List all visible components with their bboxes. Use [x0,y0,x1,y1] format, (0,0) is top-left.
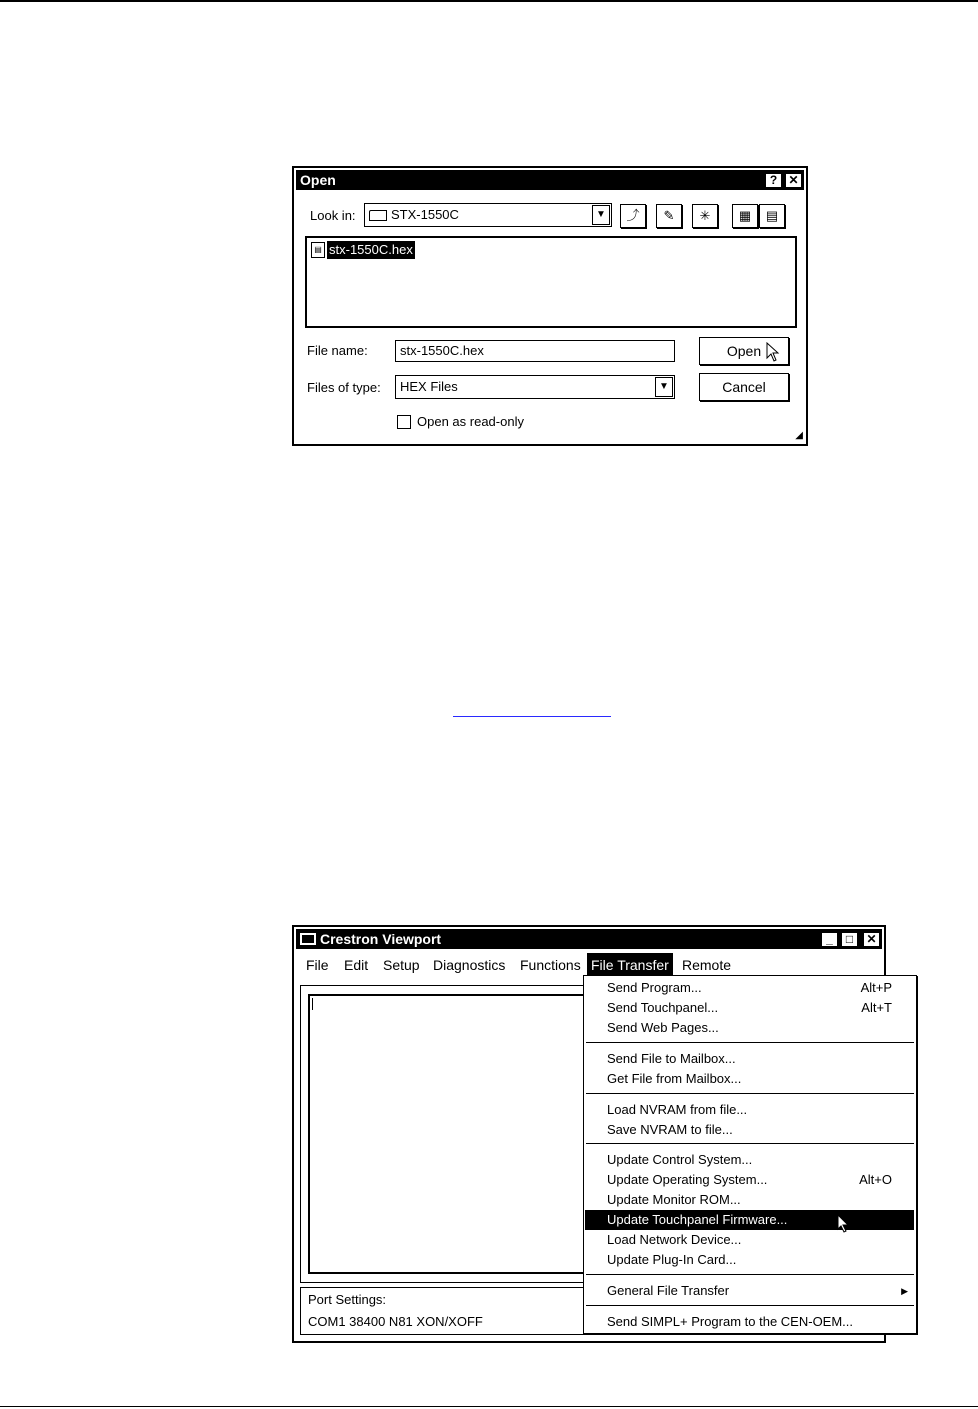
look-in-value: STX-1550C [391,207,459,222]
menu-item-label: Send Program... [607,980,702,995]
close-button[interactable]: ✕ [785,173,802,188]
menu-separator [586,1305,914,1306]
file-item-name: stx-1550C.hex [329,242,413,257]
file-transfer-menu [583,975,917,1334]
up-folder-button[interactable] [620,204,646,228]
status-panel [300,1287,590,1335]
menu-separator [586,1143,914,1144]
resize-grip-icon[interactable]: ◢ [795,430,803,441]
menu-item-send-web-pages[interactable] [585,1018,914,1038]
file-name-field[interactable]: stx-1550C.hex [395,340,675,362]
menu-remote[interactable]: Remote [682,957,732,973]
menu-item-update-plug-in-card[interactable] [585,1250,914,1270]
menu-item-update-touchpanel-firmware[interactable] [585,1210,914,1230]
read-only-label: Open as read-only [417,414,524,429]
files-of-type-combo[interactable] [395,375,675,399]
menu-item-label: Send Web Pages... [607,1020,719,1035]
menu-item-send-simpl-plus[interactable] [585,1312,914,1332]
file-name-label: File name: [307,343,368,358]
menu-item-update-operating-system[interactable] [585,1170,914,1190]
menu-item-load-network-device[interactable] [585,1230,914,1250]
menu-item-update-control-system[interactable] [585,1150,914,1170]
maximize-button[interactable]: □ [841,932,858,947]
hex-file-icon: ▤ [311,242,325,258]
port-settings-value: COM1 38400 N81 XON/XOFF [308,1314,483,1329]
terminal-pane[interactable] [308,994,598,1274]
menu-item-label: Send Touchpanel... [607,1000,719,1015]
minimize-button[interactable]: _ [821,932,838,947]
list-view-button[interactable] [732,204,758,228]
menu-functions[interactable]: Functions [520,957,581,973]
menu-item-load-nvram[interactable] [585,1100,914,1120]
menu-separator [586,1093,914,1094]
menu-item-get-file-from-mailbox[interactable] [585,1069,914,1089]
menu-item-general-file-transfer[interactable] [585,1281,914,1301]
close-button[interactable]: ✕ [863,932,880,947]
file-list[interactable] [305,236,797,328]
open-dialog-titlebar[interactable] [296,170,804,190]
menu-item-label: Update Touchpanel Firmware... [607,1212,788,1227]
mouse-pointer-icon [766,342,782,364]
chevron-down-icon[interactable]: ▼ [592,205,610,225]
menu-item-label: Send File to Mailbox... [607,1051,736,1066]
menu-item-label: Get File from Mailbox... [607,1071,742,1086]
menu-item-accel: Alt+O [859,1172,892,1187]
menu-item-accel: Alt+P [860,980,892,995]
menu-item-label: Load Network Device... [607,1232,742,1247]
menu-item-label: Update Monitor ROM... [607,1192,741,1207]
menu-setup[interactable]: Setup [383,957,420,973]
menu-item-label: General File Transfer [607,1283,730,1298]
submenu-arrow-icon: ▶ [901,1286,908,1296]
text-cursor [312,998,313,1010]
files-of-type-value: HEX Files [400,379,458,394]
menu-diagnostics[interactable]: Diagnostics [433,957,506,973]
read-only-checkbox[interactable] [397,415,411,429]
menu-item-send-program[interactable] [585,978,914,998]
menu-item-label: Update Operating System... [607,1172,768,1187]
details-view-icon: ▤ [765,208,779,223]
menu-item-send-file-to-mailbox[interactable] [585,1049,914,1069]
open-dialog [292,166,808,446]
monitor-icon [300,933,316,945]
mouse-pointer-icon [837,1214,851,1234]
menu-bar [296,953,882,977]
menu-item-send-touchpanel[interactable] [585,998,914,1018]
details-view-button[interactable] [759,204,785,228]
menu-file-transfer[interactable]: File Transfer [587,953,673,977]
menu-item-label: Save NVRAM to file... [607,1122,733,1137]
chevron-down-icon[interactable]: ▼ [655,377,673,397]
look-in-combo[interactable] [364,203,612,227]
menu-item-label: Send SIMPL+ Program to the CEN-OEM... [607,1314,854,1329]
files-of-type-label: Files of type: [307,380,381,395]
menu-item-accel: Alt+T [861,1000,892,1015]
menu-separator [586,1042,914,1043]
menu-separator [586,1274,914,1275]
help-button[interactable]: ? [765,173,782,188]
menu-item-update-monitor-rom[interactable] [585,1190,914,1210]
page-top-rule [0,0,978,2]
new-folder-button[interactable] [692,204,718,228]
hyperlink-underline[interactable] [453,716,611,717]
menu-file[interactable]: File [306,957,329,973]
page-bottom-rule [0,1406,978,1407]
desktop-button[interactable] [656,204,682,228]
new-folder-icon: ✳ [699,208,711,223]
desktop-icon: ✎ [663,208,675,223]
menu-item-label: Update Control System... [607,1152,753,1167]
open-button-label: Open [726,343,762,359]
list-view-icon: ▦ [738,208,752,223]
folder-icon [369,210,387,221]
list-item[interactable] [311,241,415,259]
menu-item-label: Update Plug-In Card... [607,1252,737,1267]
port-settings-label: Port Settings: [308,1292,387,1307]
look-in-label: Look in: [310,208,356,223]
open-dialog-title: Open [300,172,336,188]
viewport-titlebar[interactable] [296,929,882,949]
cancel-button[interactable]: Cancel [699,373,789,401]
up-folder-icon: ⤴ [626,208,640,223]
menu-item-label: Load NVRAM from file... [607,1102,748,1117]
menu-item-save-nvram[interactable] [585,1120,914,1140]
viewport-title: Crestron Viewport [320,931,442,947]
menu-edit[interactable]: Edit [344,957,369,973]
